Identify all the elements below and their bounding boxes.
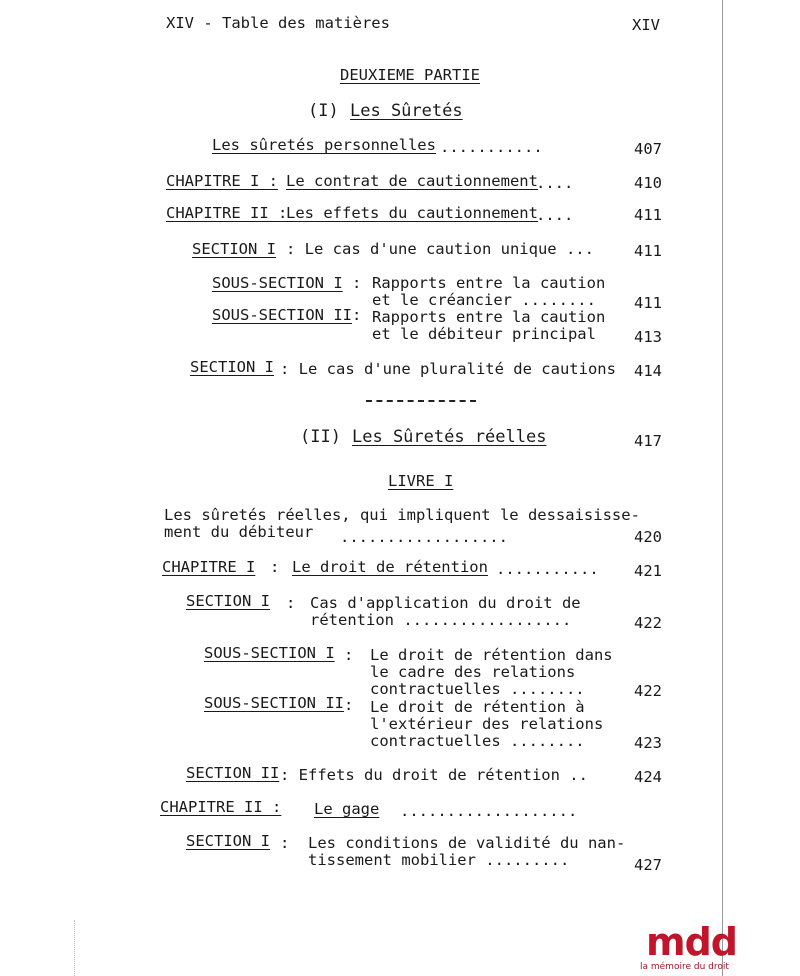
part-title: DEUXIEME PARTIE — [340, 66, 480, 84]
toc-chapter-label: CHAPITRE I : — [166, 172, 278, 190]
toc-section-title-line1: Cas d'application du droit de — [310, 594, 581, 612]
toc-leader-dots: ........... — [496, 560, 599, 578]
toc-section-label: SECTION I — [186, 592, 270, 610]
toc-chapter-title: Le contrat de cautionnement — [286, 172, 538, 190]
scan-artifact-line — [74, 920, 75, 976]
toc-page-number: 422 — [634, 614, 662, 632]
toc-separator: : — [286, 594, 296, 612]
toc-heading-line2: ment du débiteur — [164, 523, 314, 541]
toc-subsection-title-line2: le cadre des relations — [370, 663, 576, 681]
toc-section-title: : Le cas d'une caution unique ... — [286, 240, 594, 258]
toc-page-number: 410 — [634, 174, 662, 192]
toc-separator: : — [344, 696, 354, 714]
logo-tagline: la mémoire du droit — [640, 962, 729, 972]
toc-page-number: 411 — [634, 206, 662, 224]
toc-leader-dots: .................. — [340, 528, 508, 546]
publisher-logo — [640, 920, 737, 974]
toc-page-number: 417 — [634, 432, 662, 450]
toc-page-number: 413 — [634, 328, 662, 346]
scan-page-edge — [722, 0, 723, 976]
toc-page-number: 407 — [634, 140, 662, 158]
toc-leader-dots: ........... — [440, 138, 543, 156]
toc-page-number: 427 — [634, 856, 662, 874]
toc-subsection-label: SOUS-SECTION I — [212, 274, 343, 292]
toc-subsection-title-line1: Le droit de rétention à — [370, 698, 585, 716]
logo-mark: mdd — [646, 920, 737, 964]
toc-leader-dots: .... — [536, 174, 574, 192]
toc-section-title: : Effets du droit de rétention .. — [280, 766, 588, 784]
toc-subsection-title-line3: contractuelles ........ — [370, 732, 585, 750]
toc-subsection-title-line3: contractuelles ........ — [370, 680, 585, 698]
toc-separator: : — [352, 306, 362, 324]
toc-subsection-label: SOUS-SECTION II — [212, 306, 352, 324]
toc-section-title-line1: Les conditions de validité du nan- — [308, 834, 626, 852]
toc-separator: : — [352, 274, 362, 292]
toc-subsection-title-line2: et le créancier ........ — [372, 291, 596, 309]
toc-section-title: : Le cas d'une pluralité de cautions — [280, 360, 616, 378]
toc-chapter-label: CHAPITRE II : — [160, 798, 282, 816]
toc-subsection-title-line1: Le droit de rétention dans — [370, 646, 613, 664]
section-divider — [366, 400, 476, 402]
toc-section-label: SECTION I — [186, 832, 270, 850]
toc-page-number: 411 — [634, 242, 662, 260]
toc-heading-line1: Les sûretés réelles, qui impliquent le dessaisisse- — [164, 506, 640, 524]
toc-page-number: 411 — [634, 294, 662, 312]
toc-subsection-title-line2: et le débiteur principal — [372, 325, 596, 343]
toc-subsection-title-line2: l'extérieur des relations — [370, 715, 604, 733]
running-header-title: XIV - Table des matières — [166, 14, 390, 32]
toc-page-number: 414 — [634, 362, 662, 380]
book-title: LIVRE I — [388, 472, 454, 490]
toc-subsection-label: SOUS-SECTION II — [204, 694, 344, 712]
toc-section-title-line2: tissement mobilier ......... — [308, 851, 570, 869]
toc-chapter-label: CHAPITRE I — [162, 558, 256, 576]
toc-chapter-label: CHAPITRE II : — [166, 204, 288, 222]
toc-subsection-title-line1: Rapports entre la caution — [372, 308, 606, 326]
section-two-title: Les Sûretés réelles — [352, 427, 547, 447]
toc-page-number: 420 — [634, 528, 662, 546]
toc-subsection-label: SOUS-SECTION I — [204, 644, 335, 662]
toc-page-number: 423 — [634, 734, 662, 752]
toc-chapter-title: Le gage — [314, 800, 380, 818]
toc-separator: : — [280, 834, 290, 852]
toc-leader-dots: .... — [536, 206, 574, 224]
toc-chapter-title: Le droit de rétention — [292, 558, 488, 576]
toc-section-title-line2: rétention .................. — [310, 611, 572, 629]
toc-page-number: 424 — [634, 768, 662, 786]
toc-page-number: 422 — [634, 682, 662, 700]
toc-separator: : — [344, 646, 354, 664]
toc-chapter-title: Les effets du cautionnement — [286, 204, 538, 222]
toc-section-label: SECTION I — [190, 358, 274, 376]
toc-section-label: SECTION II — [186, 764, 280, 782]
section-two-number: (II) — [300, 427, 341, 447]
toc-subsection-title-line1: Rapports entre la caution — [372, 274, 606, 292]
toc-separator: : — [270, 558, 280, 576]
section-one-number: (I) — [308, 101, 339, 121]
section-one-title: Les Sûretés — [350, 101, 463, 121]
running-header-page: XIV — [632, 16, 660, 34]
toc-heading-personal-securities: Les sûretés personnelles — [212, 136, 436, 154]
toc-page-number: 421 — [634, 562, 662, 580]
toc-section-label: SECTION I — [192, 240, 276, 258]
toc-leader-dots: ................... — [400, 802, 578, 820]
